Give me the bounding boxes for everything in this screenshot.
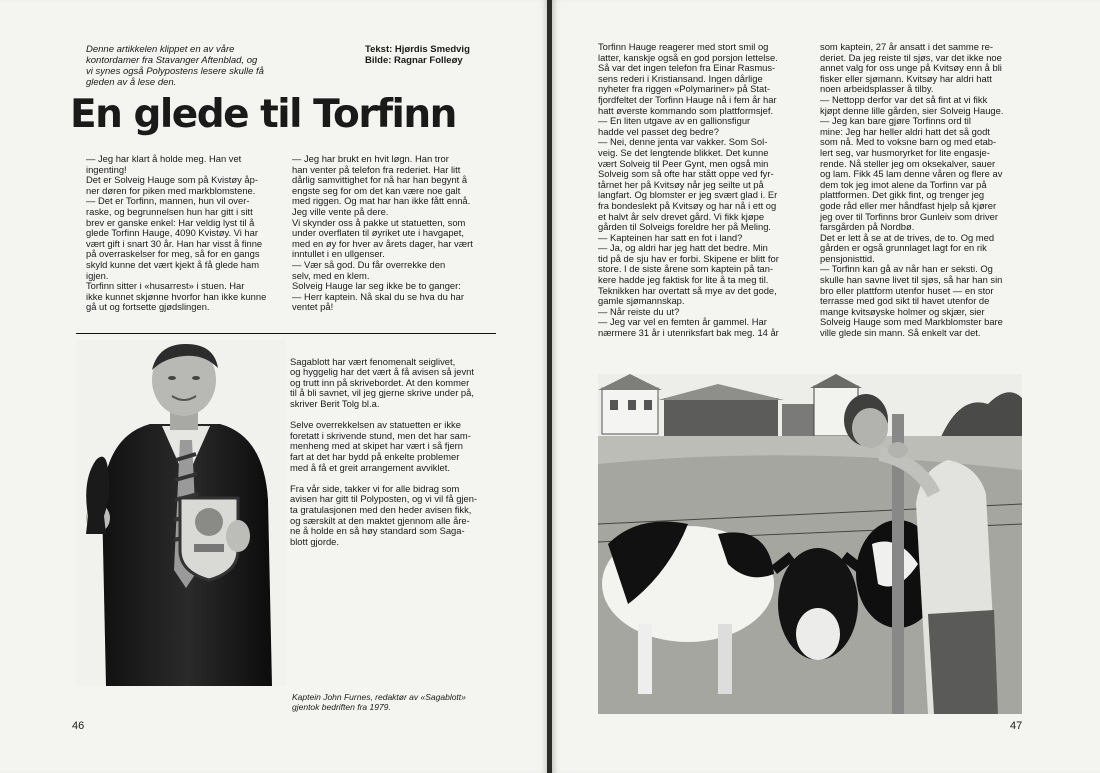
byline-credits: Tekst: Hjørdis Smedvig Bilde: Ragnar Folleøy (365, 44, 470, 66)
farm-scene (598, 374, 1022, 714)
page-number: 46 (72, 720, 85, 732)
article-column-4 (820, 42, 1030, 339)
headline: En glede til Torfinn (70, 92, 456, 137)
intro-note: Denne artikkelen klippet en av våre kontordamer fra Stavanger Aftenblad, og vi synes også Polypostens lesere skulle få gleden av å lese den. (86, 44, 264, 88)
sidebar-text: Sagablott har vært fenomenalt seiglivet, og hyggelig har det vært å få avisen så jevnt og trutt inn på skrivebordet. At den kommer til å bli savnet, vil jeg gjerne skrive under på, skriver Berit Tolg bl.a. Selve overrekkelsen av statuetten er ikke foretatt i skrivende stund, men det har sam- menheng med at skipet har vært i så fjern fart at det har bydd på enkelte problemer med å få et greit arrangement avviklet. Fra vår side, takker vi for alle bidrag som avisen har gitt til Polyposten, og vi vil få gjen- ta gratulasjonen med den heder avisen fikk, og særskilt at den maktet gjennom alle åre- ne å holde en så høy standard som Saga- blott gjorde. (290, 355, 478, 547)
left-page (0, 0, 548, 773)
page-number: 47 (1010, 720, 1023, 732)
farm-photo (598, 374, 1022, 714)
article-text: — Jeg har klart å holde meg. Han vet ingenting! Det er Solveig Hauge som på Kvistøy åp- ner døren for piken med markblomstene. — Det er Torfinn, mannen, hun vil over- raske, og begrunnelsen hun har gitt i sitt brev er ganske enkel: Har veldig lyst til å glede Torfinn Hauge, 4090 Kvistøy. Vi har vært gift i snart 30 år. Han har visst å finne på overraskelser for meg, så for en gangs skyld kunne det vært kjekt å få glede ham igjen. Torfinn sitter i «husarrest» i stuen. Har ikke kunnet skjønne hvorfor han ikke kunne gå ut og fortsette gjødslingen. (86, 153, 267, 313)
article-text: Torfinn Hauge reagerer med stort smil og latter, kanskje også en god porsjon lettelse. Så var det ingen telefon fra Einar Rasmus- sens rederi i Kristiansand. Ingen dårlige nyheter fra riggen «Polymariner» på Stat- fjordfeltet der Torfinn Hauge nå i fem år har hatt øverste kommando som plattformsjef. — En liten utgave av en gallionsfigur hadde vel passet deg bedre? — Nei, denne jenta var vakker. Som Sol- veig. Se det lengtende blikket. Det kunne vært Solveig til Peer Gynt, men også min Solveig som så ofte har stått oppe ved fyr- tårnet her på Kvitsøy når jeg seilte ut på langfart. Og blomster er jeg svært glad i. Er fra bondeslekt på Kvitsøy og har nå i ett og et halvt år selv drevet gård. Vi fikk kjøpe gården til Solveigs foreldre her på Meling. — Kapteinen har satt en fot i land? — Ja, og aldri har jeg hatt det bedre. Min tid på de sju hav er forbi. Skipene er blitt for store. I de siste årene som kaptein på tan- kere hadde jeg faktisk for lite å ta meg til. Teknikken har overtatt så mye av det gode, gamle sjømannskap. — Når reiste du ut? — Jeg var vel en femten år gammel. Har nærmere 31 år i utenriksfart bak meg. 14 år (598, 41, 779, 339)
article-column-2 (292, 154, 494, 313)
right-page (552, 0, 1100, 773)
article-column-1 (86, 154, 274, 313)
section-divider (76, 333, 496, 334)
captain-photo (76, 340, 286, 686)
article-text: som kaptein, 27 år ansatt i det samme re- deriet. Da jeg reiste til sjøs, var det ikke noe annet valg for oss unge på Kvitsøy enn å bli fisker eller sjømann. Kvitsøy har aldri hatt noen arbeidsplasser å tilby. — Nettopp derfor var det så fint at vi fikk kjøpt denne lille gården, sier Solveig Hauge. — Jeg kan bare gjøre Torfinns ord til mine: Jeg har heller aldri hatt det så godt som nå. Med to voksne barn og med etab- lert seg, var husmoryrket for lite engasje- rende. Nå steller jeg om oksekalver, sauer og lam. Fikk 45 lam denne våren og flere av dem tok jeg imot alene da Torfinn var på plattformen. Det gikk fint, og trenger jeg gode råd eller mer håndfast hjelp så kjører jeg over til Torfinns bror Gunleiv som driver farsgården på Nordbø. Det er lett å se at de trives, de to. Og med gården er også grunnlaget lagt for en rik pensjonisttid. — Torfinn kan gå av når han er seksti. Og skulle han savne livet til sjøs, så har han sin bro eller plattform utenfor huset — en stor terrasse med god sikt til havet utenfor de mange kvitsøyske holmer og skjær, sier Solveig Hauge som med Markblomster bare ville glede sin mann. Så enkelt var det. (820, 41, 1004, 339)
photo-caption: Kaptein John Furnes, redaktør av «Sagablott» gjentok bedriften fra 1979. (292, 692, 466, 712)
article-text: — Jeg har brukt en hvit løgn. Han tror han venter på telefon fra rederiet. Har litt dårlig samvittighet for nå har han begynt å engste seg for om det kan være noe galt med riggen. Og mat har han ikke fått ennå. Jeg ville vente på dere. Vi skynder oss å pakke ut statuetten, som under overflaten til øyriket ute i havgapet, med en øy for hver av årets dager, har vært inntullet i en ullgenser. — Vær så god. Du får overrekke den selv, med en klem. Solveig Hauge lar seg ikke be to ganger: — Herr kaptein. Nå skal du se hva du har ventet på! (292, 153, 473, 313)
sidebar-box (290, 346, 494, 558)
captain-figure (76, 340, 286, 686)
article-column-3 (598, 42, 806, 339)
